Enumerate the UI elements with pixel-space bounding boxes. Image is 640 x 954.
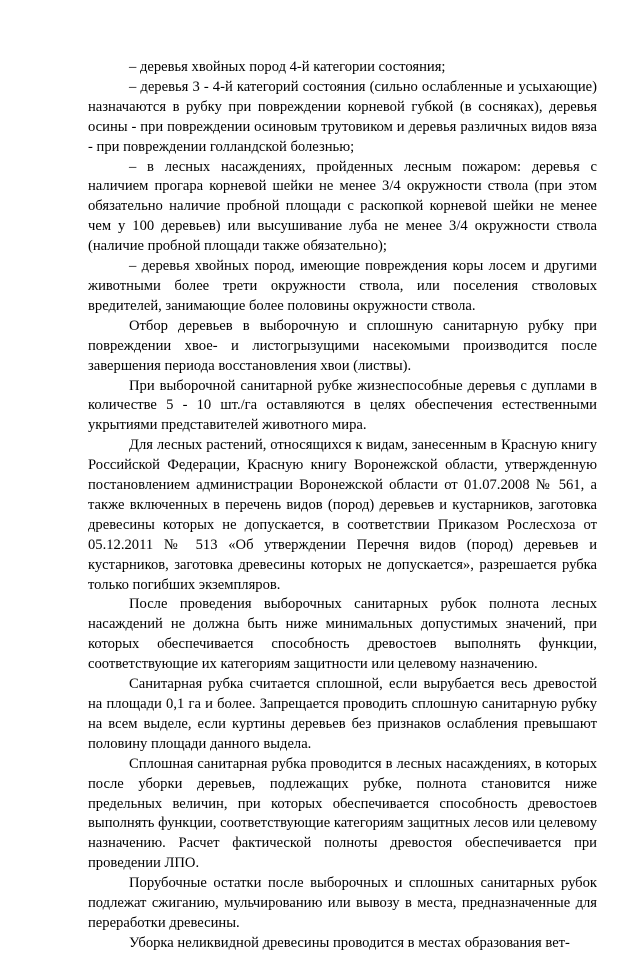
- paragraph-stand-density: После проведения выборочных санитарных рубок полнота лесных насаждений не должна быть ниже минимальных допустимых значений, при которых обеспечивается способность древостоев выполнять функции, соответствующие их категориям защитности или целевому назначению.: [88, 596, 597, 673]
- paragraph-cat3-4-diseases: – деревья 3 - 4-й категорий состояния (сильно ослабленные и усыхающие) назначаются в рубку при повреждении корневой губкой (в сосняках), деревья осины - при повреждении осиновым трутовиком и деревья различных видов вяза - при повреждении голландской болезнью;: [88, 78, 597, 155]
- paragraph-insect-damage: Отбор деревьев в выборочную и сплошную санитарную рубку при повреждении хвое- и листогрызущими насекомыми производится после завершения периода восстановления хвои (листвы).: [88, 317, 597, 374]
- paragraph-logging-residue: Порубочные остатки после выборочных и сплошных санитарных рубок подлежат сжиганию, мульчированию или вывозу в места, предназначенные для переработки древесины.: [88, 875, 597, 931]
- paragraph-illiquid-wood: Уборка неликвидной древесины проводится в местах образования вет-: [129, 934, 570, 951]
- paragraph-clear-cut-definition: Санитарная рубка считается сплошной, если вырубается весь древостой на площади 0,1 га и более. Запрещается проводить сплошную санитарную рубку на всем выделе, если куртины деревьев без признаков ослабления превышают половину площади данного выдела.: [88, 676, 597, 752]
- paragraph-clear-cut-conditions: Сплошная санитарная рубка проводится в лесных насаждениях, в которых после уборки деревьев, подлежащих рубке, полнота становится ниже предельных величин, при которых обеспечивается способность древостоев выполнять функции, соответствующие категориям защитных лесов или целевому назначению. Расчет фактической полноты древостоя обеспечивается при проведении ЛПО.: [88, 755, 597, 872]
- paragraph-fire-damaged: – в лесных насаждениях, пройденных лесным пожаром: деревья с наличием прогара корневой шейки не менее 3/4 окружности ствола (при этом обязательно наличие пробной площади с раскопкой корневой шейки не менее чем у 100 деревьев) или высушивание луба не менее 3/4 окружности ствола (наличие пробной площади также обязательно);: [88, 158, 597, 255]
- document-page: [88, 58, 597, 954]
- paragraph-conifer-cat4: – деревья хвойных пород 4-й категории состояния;: [129, 59, 446, 75]
- paragraph-bark-damage: – деревья хвойных пород, имеющие повреждения коры лосем и другими животными более трети окружности ствола, или поселения стволовых вредителей, занимающие более половины окружности ствола.: [88, 258, 597, 314]
- paragraph-red-book: Для лесных растений, относящихся к видам, занесенным в Красную книгу Российской Федерации, Красную книгу Воронежской области, утвержденную постановлением администрации Воронежской области от 01.07.2008 № 561, а также включенных в перечень видов (пород) деревьев и кустарников, заготовка древесины которых не допускается, в соответствии Приказом Рослесхоза от 05.12.2011 № 513 «Об утверждении Перечня видов (пород) деревьев и кустарников, заготовка древесины которых не допускается», разрешается рубка только погибших экземпляров.: [88, 437, 597, 593]
- paragraph-hollow-trees: При выборочной санитарной рубке жизнеспособные деревья с дуплами в количестве 5 - 10 шт./га оставляются в целях обеспечения естественными укрытиями представителей животного мира.: [88, 377, 597, 434]
